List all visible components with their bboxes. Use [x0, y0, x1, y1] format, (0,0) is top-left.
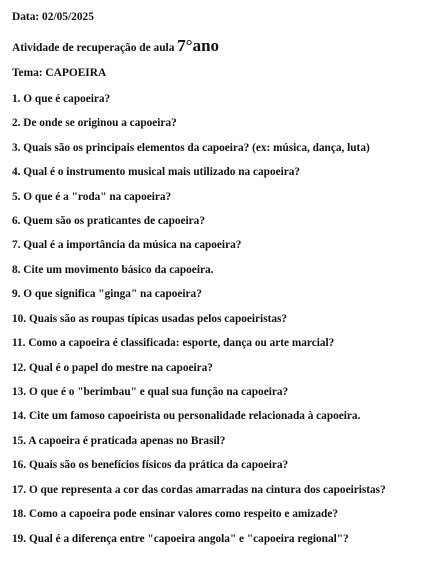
question-17: 17. O que representa a cor das cordas amarradas na cintura dos capoeiristas? — [12, 484, 386, 496]
question-8: 8. Cite um movimento básico da capoeira. — [12, 264, 214, 276]
activity-grade: 7°ano — [177, 36, 220, 55]
question-3: 3. Quais são os principais elementos da capoeira? (ex: música, dança, luta) — [12, 142, 370, 154]
question-16: 16. Quais são os benefícios físicos da prática da capoeira? — [12, 459, 289, 471]
topic-line: Tema: CAPOEIRA — [12, 67, 107, 79]
question-4: 4. Qual é o instrumento musical mais utilizado na capoeira? — [12, 166, 301, 178]
activity-title — [12, 37, 219, 55]
question-19: 19. Qual é a diferença entre "capoeira angola" e "capoeira regional"? — [12, 533, 349, 545]
question-14: 14. Cite um famoso capoeirista ou personalidade relacionada à capoeira. — [12, 410, 361, 422]
question-2: 2. De onde se originou a capoeira? — [12, 117, 177, 129]
question-18: 18. Como a capoeira pode ensinar valores como respeito e amizade? — [12, 508, 338, 520]
question-6: 6. Quem são os praticantes de capoeira? — [12, 215, 205, 227]
question-9: 9. O que significa "ginga" na capoeira? — [12, 288, 202, 300]
question-11: 11. Como a capoeira é classificada: esporte, dança ou arte marcial? — [12, 337, 335, 349]
question-12: 12. Qual é o papel do mestre na capoeira? — [12, 362, 213, 374]
question-7: 7. Qual é a importância da música na capoeira? — [12, 239, 242, 251]
question-10: 10. Quais são as roupas típicas usadas pelos capoeiristas? — [12, 313, 288, 325]
question-13: 13. O que é o "berimbau" e qual sua função na capoeira? — [12, 386, 289, 398]
date-line: Data: 02/05/2025 — [12, 11, 94, 23]
question-1: 1. O que é capoeira? — [12, 93, 111, 105]
question-5: 5. O que é a "roda" na capoeira? — [12, 191, 172, 203]
activity-title-prefix: Atividade de recuperação de aula — [12, 42, 178, 54]
question-15: 15. A capoeira é praticada apenas no Brasil? — [12, 435, 226, 447]
